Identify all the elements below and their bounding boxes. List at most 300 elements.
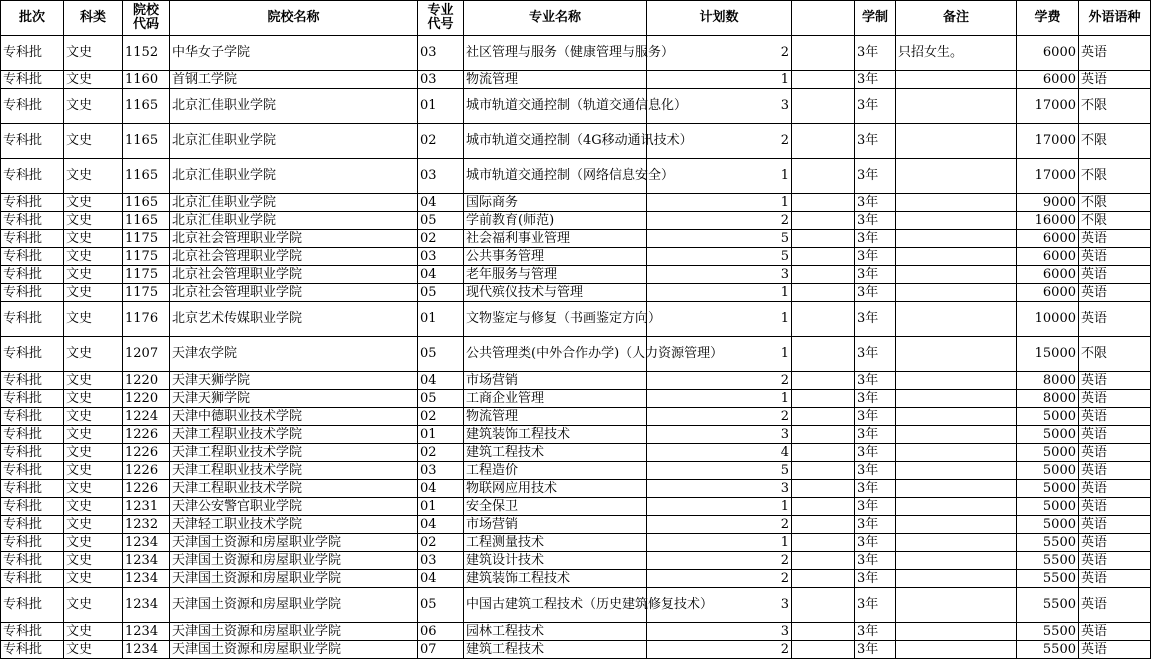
cell-major-name: 建筑装饰工程技术 <box>464 570 647 588</box>
table-row <box>1 534 1151 552</box>
cell-fee: 5500 <box>1017 552 1079 570</box>
cell-language: 英语 <box>1079 516 1151 534</box>
cell-school-name: 天津农学院 <box>170 337 418 372</box>
cell-note <box>896 159 1017 194</box>
cell-subject: 文史 <box>64 570 123 588</box>
cell-subject: 文史 <box>64 89 123 124</box>
cell-note <box>896 444 1017 462</box>
cell-major-name: 工商企业管理 <box>464 390 647 408</box>
cell-subject: 文史 <box>64 248 123 266</box>
cell-plan: 2 <box>647 570 792 588</box>
cell-years: 3年 <box>855 480 896 498</box>
cell-major-code: 02 <box>418 230 464 248</box>
cell-plan: 1 <box>647 337 792 372</box>
cell-language: 不限 <box>1079 89 1151 124</box>
cell-major-name: 工程测量技术 <box>464 534 647 552</box>
cell-plan: 4 <box>647 444 792 462</box>
cell-fee: 17000 <box>1017 124 1079 159</box>
cell-school-name: 中华女子学院 <box>170 36 418 71</box>
cell-fee: 5000 <box>1017 462 1079 480</box>
cell-years: 3年 <box>855 194 896 212</box>
cell-note <box>896 337 1017 372</box>
cell-blank <box>792 498 855 516</box>
cell-blank <box>792 372 855 390</box>
cell-years: 3年 <box>855 89 896 124</box>
cell-school-code: 1232 <box>123 516 170 534</box>
cell-fee: 9000 <box>1017 194 1079 212</box>
cell-plan: 2 <box>647 516 792 534</box>
cell-batch: 专科批 <box>1 552 64 570</box>
cell-language: 英语 <box>1079 588 1151 623</box>
cell-subject: 文史 <box>64 641 123 659</box>
cell-subject: 文史 <box>64 552 123 570</box>
cell-years: 3年 <box>855 462 896 480</box>
header-school-code: 院校 代码 <box>123 1 170 36</box>
cell-major-name: 老年服务与管理 <box>464 266 647 284</box>
header-fee: 学费 <box>1017 1 1079 36</box>
cell-years: 3年 <box>855 212 896 230</box>
cell-note <box>896 552 1017 570</box>
header-major-code: 专业 代号 <box>418 1 464 36</box>
cell-major-code: 06 <box>418 623 464 641</box>
cell-blank <box>792 124 855 159</box>
cell-major-name: 建筑工程技术 <box>464 444 647 462</box>
table-row <box>1 408 1151 426</box>
cell-plan: 2 <box>647 212 792 230</box>
cell-subject: 文史 <box>64 337 123 372</box>
table-row <box>1 426 1151 444</box>
cell-subject: 文史 <box>64 302 123 337</box>
cell-language: 不限 <box>1079 337 1151 372</box>
cell-note <box>896 498 1017 516</box>
cell-major-name: 园林工程技术 <box>464 623 647 641</box>
cell-school-name: 天津国土资源和房屋职业学院 <box>170 623 418 641</box>
cell-fee: 5500 <box>1017 534 1079 552</box>
cell-blank <box>792 623 855 641</box>
cell-note <box>896 623 1017 641</box>
cell-school-name: 天津工程职业技术学院 <box>170 480 418 498</box>
cell-major-code: 03 <box>418 552 464 570</box>
cell-school-code: 1160 <box>123 71 170 89</box>
cell-subject: 文史 <box>64 124 123 159</box>
cell-blank <box>792 71 855 89</box>
cell-blank <box>792 480 855 498</box>
cell-note <box>896 516 1017 534</box>
cell-years: 3年 <box>855 337 896 372</box>
table-row <box>1 462 1151 480</box>
cell-language: 英语 <box>1079 552 1151 570</box>
cell-language: 不限 <box>1079 194 1151 212</box>
cell-major-code: 01 <box>418 302 464 337</box>
cell-school-name: 首钢工学院 <box>170 71 418 89</box>
cell-note <box>896 641 1017 659</box>
cell-plan: 5 <box>647 248 792 266</box>
cell-subject: 文史 <box>64 498 123 516</box>
cell-major-name: 市场营销 <box>464 372 647 390</box>
cell-major-name: 物流管理 <box>464 71 647 89</box>
cell-note <box>896 124 1017 159</box>
cell-batch: 专科批 <box>1 194 64 212</box>
cell-years: 3年 <box>855 230 896 248</box>
cell-language: 英语 <box>1079 426 1151 444</box>
cell-major-name: 市场营销 <box>464 516 647 534</box>
cell-major-code: 04 <box>418 570 464 588</box>
table-row <box>1 266 1151 284</box>
cell-subject: 文史 <box>64 534 123 552</box>
cell-major-code: 03 <box>418 71 464 89</box>
table-row <box>1 516 1151 534</box>
cell-blank <box>792 552 855 570</box>
cell-major-name: 建筑装饰工程技术 <box>464 426 647 444</box>
cell-years: 3年 <box>855 284 896 302</box>
cell-blank <box>792 302 855 337</box>
table-row <box>1 284 1151 302</box>
table-row <box>1 390 1151 408</box>
cell-school-code: 1152 <box>123 36 170 71</box>
cell-major-name: 建筑工程技术 <box>464 641 647 659</box>
cell-school-code: 1234 <box>123 570 170 588</box>
cell-years: 3年 <box>855 426 896 444</box>
cell-subject: 文史 <box>64 408 123 426</box>
cell-school-code: 1165 <box>123 159 170 194</box>
cell-school-name: 天津国土资源和房屋职业学院 <box>170 534 418 552</box>
cell-note <box>896 372 1017 390</box>
cell-school-code: 1234 <box>123 641 170 659</box>
cell-blank <box>792 444 855 462</box>
cell-fee: 6000 <box>1017 248 1079 266</box>
cell-major-code: 04 <box>418 516 464 534</box>
cell-note <box>896 212 1017 230</box>
cell-note <box>896 266 1017 284</box>
header-years: 学制 <box>855 1 896 36</box>
header-subject: 科类 <box>64 1 123 36</box>
cell-note <box>896 230 1017 248</box>
table-row <box>1 71 1151 89</box>
header-blank <box>792 1 855 36</box>
cell-blank <box>792 534 855 552</box>
cell-school-code: 1175 <box>123 266 170 284</box>
cell-subject: 文史 <box>64 623 123 641</box>
cell-note <box>896 534 1017 552</box>
cell-batch: 专科批 <box>1 71 64 89</box>
table-row <box>1 623 1151 641</box>
cell-plan: 1 <box>647 534 792 552</box>
cell-major-code: 02 <box>418 124 464 159</box>
cell-note <box>896 480 1017 498</box>
cell-batch: 专科批 <box>1 516 64 534</box>
cell-major-name: 国际商务 <box>464 194 647 212</box>
cell-fee: 6000 <box>1017 284 1079 302</box>
table-row <box>1 159 1151 194</box>
cell-years: 3年 <box>855 516 896 534</box>
cell-school-name: 天津天狮学院 <box>170 390 418 408</box>
header-batch: 批次 <box>1 1 64 36</box>
table-row <box>1 230 1151 248</box>
cell-major-code: 04 <box>418 266 464 284</box>
cell-subject: 文史 <box>64 588 123 623</box>
cell-language: 不限 <box>1079 124 1151 159</box>
cell-subject: 文史 <box>64 390 123 408</box>
cell-fee: 5000 <box>1017 480 1079 498</box>
cell-years: 3年 <box>855 36 896 71</box>
cell-fee: 5000 <box>1017 516 1079 534</box>
cell-blank <box>792 588 855 623</box>
table-row <box>1 498 1151 516</box>
cell-fee: 6000 <box>1017 230 1079 248</box>
cell-batch: 专科批 <box>1 212 64 230</box>
cell-years: 3年 <box>855 623 896 641</box>
cell-language: 英语 <box>1079 390 1151 408</box>
cell-blank <box>792 426 855 444</box>
cell-batch: 专科批 <box>1 124 64 159</box>
cell-subject: 文史 <box>64 480 123 498</box>
cell-years: 3年 <box>855 266 896 284</box>
cell-plan: 5 <box>647 462 792 480</box>
cell-plan: 2 <box>647 36 792 71</box>
cell-school-code: 1175 <box>123 248 170 266</box>
cell-subject: 文史 <box>64 516 123 534</box>
cell-major-code: 02 <box>418 444 464 462</box>
cell-note <box>896 462 1017 480</box>
cell-school-code: 1226 <box>123 462 170 480</box>
cell-plan: 3 <box>647 588 792 623</box>
cell-major-name: 文物鉴定与修复（书画鉴定方向） <box>464 302 647 337</box>
cell-fee: 5000 <box>1017 444 1079 462</box>
cell-major-code: 04 <box>418 480 464 498</box>
cell-batch: 专科批 <box>1 498 64 516</box>
cell-years: 3年 <box>855 588 896 623</box>
cell-major-name: 物流管理 <box>464 408 647 426</box>
cell-blank <box>792 230 855 248</box>
table-row <box>1 36 1151 71</box>
cell-subject: 文史 <box>64 36 123 71</box>
cell-fee: 16000 <box>1017 212 1079 230</box>
cell-fee: 5000 <box>1017 426 1079 444</box>
cell-major-code: 02 <box>418 534 464 552</box>
cell-language: 不限 <box>1079 159 1151 194</box>
table-row <box>1 641 1151 659</box>
cell-language: 英语 <box>1079 71 1151 89</box>
header-language: 外语语种 <box>1079 1 1151 36</box>
cell-school-name: 天津轻工职业技术学院 <box>170 516 418 534</box>
cell-fee: 5000 <box>1017 408 1079 426</box>
cell-fee: 8000 <box>1017 390 1079 408</box>
cell-major-code: 05 <box>418 284 464 302</box>
cell-years: 3年 <box>855 570 896 588</box>
cell-major-name: 社区管理与服务（健康管理与服务） <box>464 36 647 71</box>
cell-major-code: 03 <box>418 36 464 71</box>
cell-school-code: 1226 <box>123 444 170 462</box>
cell-batch: 专科批 <box>1 588 64 623</box>
cell-blank <box>792 212 855 230</box>
cell-note <box>896 390 1017 408</box>
cell-note <box>896 302 1017 337</box>
table-row <box>1 444 1151 462</box>
cell-school-code: 1207 <box>123 337 170 372</box>
cell-plan: 1 <box>647 302 792 337</box>
cell-fee: 5500 <box>1017 588 1079 623</box>
cell-years: 3年 <box>855 302 896 337</box>
cell-blank <box>792 516 855 534</box>
cell-school-name: 北京社会管理职业学院 <box>170 248 418 266</box>
cell-note <box>896 194 1017 212</box>
table-row <box>1 212 1151 230</box>
cell-subject: 文史 <box>64 372 123 390</box>
table-row <box>1 337 1151 372</box>
cell-major-name: 中国古建筑工程技术（历史建筑修复技术） <box>464 588 647 623</box>
cell-subject: 文史 <box>64 266 123 284</box>
cell-language: 英语 <box>1079 36 1151 71</box>
cell-batch: 专科批 <box>1 480 64 498</box>
cell-school-name: 北京社会管理职业学院 <box>170 230 418 248</box>
cell-major-code: 05 <box>418 588 464 623</box>
cell-subject: 文史 <box>64 426 123 444</box>
cell-language: 英语 <box>1079 302 1151 337</box>
table-row <box>1 552 1151 570</box>
cell-school-code: 1175 <box>123 230 170 248</box>
cell-plan: 2 <box>647 408 792 426</box>
cell-note <box>896 284 1017 302</box>
cell-batch: 专科批 <box>1 462 64 480</box>
cell-plan: 5 <box>647 230 792 248</box>
cell-school-code: 1224 <box>123 408 170 426</box>
cell-note <box>896 426 1017 444</box>
cell-plan: 3 <box>647 426 792 444</box>
cell-language: 英语 <box>1079 230 1151 248</box>
cell-school-name: 天津中德职业技术学院 <box>170 408 418 426</box>
cell-major-code: 02 <box>418 408 464 426</box>
cell-blank <box>792 159 855 194</box>
cell-years: 3年 <box>855 71 896 89</box>
header-note: 备注 <box>896 1 1017 36</box>
cell-batch: 专科批 <box>1 570 64 588</box>
cell-plan: 1 <box>647 498 792 516</box>
cell-school-code: 1234 <box>123 534 170 552</box>
cell-plan: 1 <box>647 194 792 212</box>
cell-blank <box>792 408 855 426</box>
cell-plan: 3 <box>647 266 792 284</box>
cell-years: 3年 <box>855 498 896 516</box>
cell-school-code: 1165 <box>123 212 170 230</box>
cell-plan: 3 <box>647 89 792 124</box>
table-body <box>1 36 1151 659</box>
cell-fee: 17000 <box>1017 159 1079 194</box>
cell-years: 3年 <box>855 372 896 390</box>
cell-years: 3年 <box>855 641 896 659</box>
cell-school-name: 天津工程职业技术学院 <box>170 426 418 444</box>
cell-school-name: 北京汇佳职业学院 <box>170 159 418 194</box>
header-plan: 计划数 <box>647 1 792 36</box>
cell-blank <box>792 570 855 588</box>
cell-school-name: 北京社会管理职业学院 <box>170 284 418 302</box>
cell-batch: 专科批 <box>1 408 64 426</box>
table-row <box>1 124 1151 159</box>
cell-blank <box>792 641 855 659</box>
cell-plan: 2 <box>647 552 792 570</box>
cell-major-name: 物联网应用技术 <box>464 480 647 498</box>
cell-plan: 3 <box>647 623 792 641</box>
cell-major-name: 学前教育(师范) <box>464 212 647 230</box>
cell-school-name: 北京汇佳职业学院 <box>170 124 418 159</box>
table-row <box>1 248 1151 266</box>
cell-major-code: 01 <box>418 498 464 516</box>
cell-school-name: 天津工程职业技术学院 <box>170 444 418 462</box>
cell-blank <box>792 89 855 124</box>
cell-years: 3年 <box>855 534 896 552</box>
cell-subject: 文史 <box>64 194 123 212</box>
cell-blank <box>792 266 855 284</box>
table-row <box>1 588 1151 623</box>
cell-plan: 3 <box>647 480 792 498</box>
cell-blank <box>792 248 855 266</box>
cell-note <box>896 570 1017 588</box>
cell-school-code: 1165 <box>123 89 170 124</box>
table-row <box>1 194 1151 212</box>
cell-major-code: 05 <box>418 390 464 408</box>
cell-batch: 专科批 <box>1 444 64 462</box>
cell-major-code: 03 <box>418 248 464 266</box>
cell-school-code: 1234 <box>123 623 170 641</box>
cell-school-code: 1231 <box>123 498 170 516</box>
cell-batch: 专科批 <box>1 534 64 552</box>
cell-major-name: 城市轨道交通控制（4G移动通讯技术） <box>464 124 647 159</box>
cell-subject: 文史 <box>64 159 123 194</box>
cell-major-name: 公共事务管理 <box>464 248 647 266</box>
cell-major-name: 安全保卫 <box>464 498 647 516</box>
table-row <box>1 480 1151 498</box>
cell-fee: 5500 <box>1017 623 1079 641</box>
cell-major-name: 工程造价 <box>464 462 647 480</box>
cell-major-code: 04 <box>418 372 464 390</box>
cell-language: 英语 <box>1079 534 1151 552</box>
cell-blank <box>792 194 855 212</box>
cell-language: 英语 <box>1079 641 1151 659</box>
cell-major-code: 03 <box>418 462 464 480</box>
cell-language: 英语 <box>1079 284 1151 302</box>
cell-plan: 1 <box>647 390 792 408</box>
cell-major-name: 公共管理类(中外合作办学)（人力资源管理） <box>464 337 647 372</box>
cell-major-name: 城市轨道交通控制（轨道交通信息化） <box>464 89 647 124</box>
cell-school-name: 天津工程职业技术学院 <box>170 462 418 480</box>
header-major-name: 专业名称 <box>464 1 647 36</box>
cell-language: 英语 <box>1079 408 1151 426</box>
cell-batch: 专科批 <box>1 248 64 266</box>
cell-plan: 1 <box>647 71 792 89</box>
cell-subject: 文史 <box>64 444 123 462</box>
cell-years: 3年 <box>855 552 896 570</box>
cell-major-name: 建筑设计技术 <box>464 552 647 570</box>
cell-batch: 专科批 <box>1 36 64 71</box>
cell-years: 3年 <box>855 408 896 426</box>
cell-language: 英语 <box>1079 623 1151 641</box>
cell-plan: 2 <box>647 641 792 659</box>
cell-school-name: 天津国土资源和房屋职业学院 <box>170 641 418 659</box>
cell-note <box>896 588 1017 623</box>
cell-major-code: 03 <box>418 159 464 194</box>
cell-fee: 17000 <box>1017 89 1079 124</box>
cell-language: 英语 <box>1079 266 1151 284</box>
cell-plan: 2 <box>647 372 792 390</box>
cell-fee: 5500 <box>1017 641 1079 659</box>
cell-school-name: 北京汇佳职业学院 <box>170 212 418 230</box>
cell-school-code: 1165 <box>123 124 170 159</box>
cell-batch: 专科批 <box>1 230 64 248</box>
cell-language: 英语 <box>1079 570 1151 588</box>
cell-batch: 专科批 <box>1 89 64 124</box>
cell-batch: 专科批 <box>1 284 64 302</box>
cell-plan: 1 <box>647 284 792 302</box>
cell-years: 3年 <box>855 248 896 266</box>
